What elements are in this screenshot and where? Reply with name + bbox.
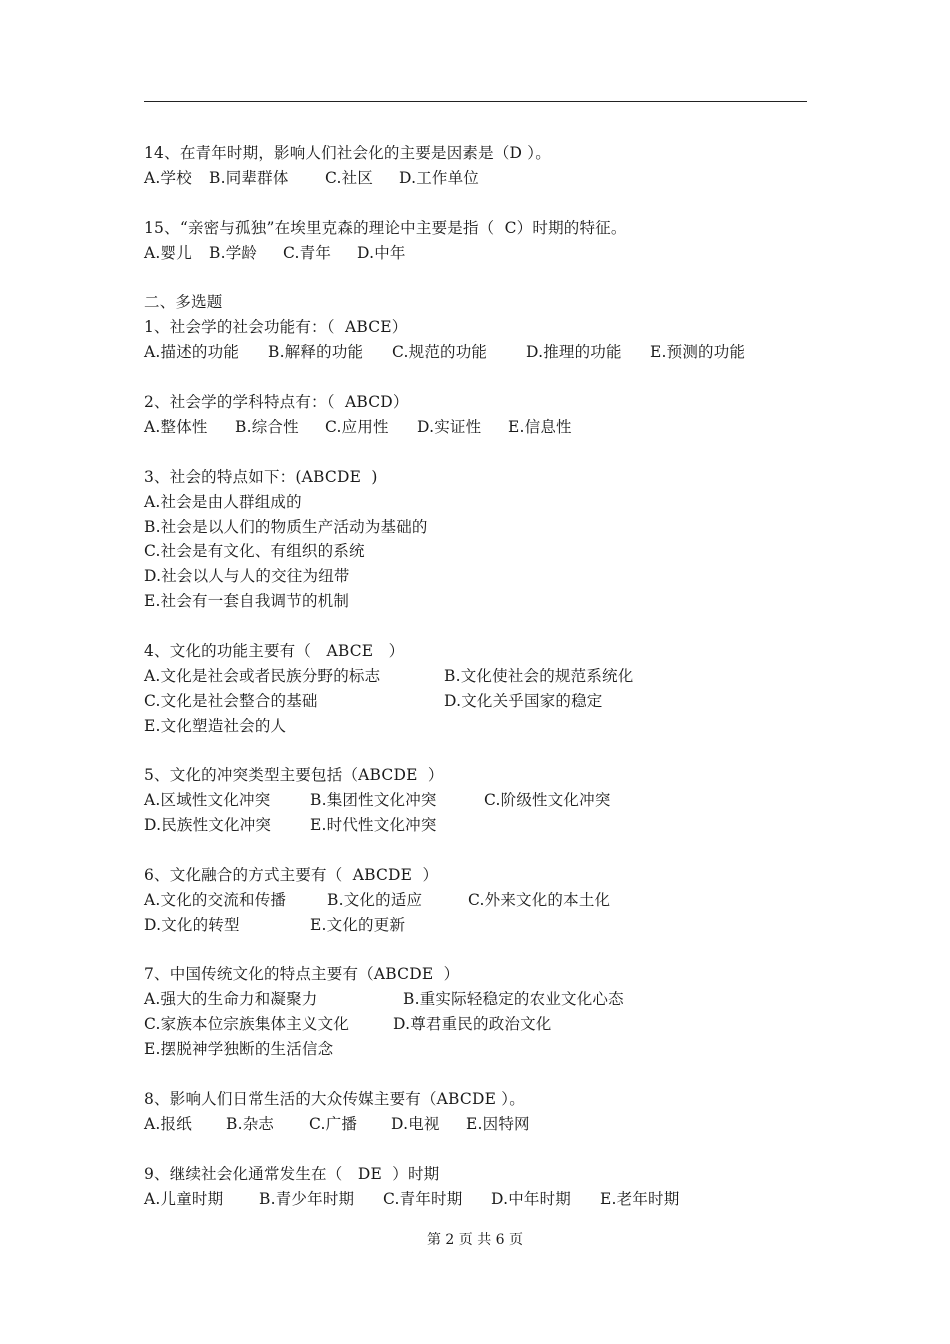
option-b: B.杂志 — [226, 1115, 275, 1133]
option-a: A.整体性 — [144, 418, 208, 436]
option-a: A.婴儿 — [144, 244, 192, 262]
option-a: A.学校 — [144, 169, 192, 187]
option-b: B.集团性文化冲突 — [310, 791, 437, 809]
option-d: D.文化关乎国家的稳定 — [444, 692, 603, 710]
option-d: D.电视 — [391, 1115, 440, 1133]
option-b: B.文化的适应 — [327, 891, 423, 909]
option-b: B.同辈群体 — [209, 169, 289, 187]
option-c: C.青年时期 — [383, 1190, 463, 1208]
option-c: C.文化是社会整合的基础 — [144, 692, 318, 710]
option-b: B.社会是以人们的物质生产活动为基础的 — [144, 518, 428, 536]
option-e: E.信息性 — [508, 418, 572, 436]
multi-question-8: 8、影响人们日常生活的大众传媒主要有（ABCDE ）。 — [144, 1090, 525, 1108]
option-b: B.解释的功能 — [268, 343, 364, 361]
question-14: 14、在青年时期，影响人们社会化的主要是因素是（D ）。 — [144, 144, 551, 162]
header-rule — [144, 101, 807, 102]
option-b: B.重实际轻稳定的农业文化心态 — [403, 990, 624, 1008]
option-c: C.广播 — [309, 1115, 358, 1133]
option-d: D.民族性文化冲突 — [144, 816, 272, 834]
option-e: E.因特网 — [466, 1115, 530, 1133]
option-a: A.报纸 — [144, 1115, 192, 1133]
option-c: C.规范的功能 — [392, 343, 488, 361]
option-c: C.外来文化的本土化 — [468, 891, 611, 909]
option-a: A.文化是社会或者民族分野的标志 — [144, 667, 381, 685]
question-15: 15、“亲密与孤独”在埃里克森的理论中主要是指（ C）时期的特征。 — [144, 219, 627, 237]
option-e: E.时代性文化冲突 — [310, 816, 437, 834]
multi-question-6: 6、文化融合的方式主要有（ ABCDE ） — [144, 866, 439, 884]
option-d: D.实证性 — [417, 418, 482, 436]
option-d: D.文化的转型 — [144, 916, 240, 934]
multi-question-3: 3、社会的特点如下：(ABCDE ) — [144, 468, 378, 486]
option-c: C.社区 — [325, 169, 374, 187]
option-e: E.文化的更新 — [310, 916, 406, 934]
page-number-footer: 第 2 页 共 6 页 — [426, 1232, 524, 1248]
multi-question-5: 5、文化的冲突类型主要包括（ABCDE ） — [144, 766, 444, 784]
multi-question-9: 9、继续社会化通常发生在（ DE ）时期 — [144, 1165, 440, 1183]
option-e: E.社会有一套自我调节的机制 — [144, 592, 350, 610]
option-c: C.青年 — [283, 244, 332, 262]
option-a: A.儿童时期 — [144, 1190, 224, 1208]
option-e: E.预测的功能 — [650, 343, 746, 361]
multi-question-2: 2、社会学的学科特点有：（ ABCD） — [144, 393, 409, 411]
option-c: C.阶级性文化冲突 — [484, 791, 611, 809]
option-a: A.强大的生命力和凝聚力 — [144, 990, 318, 1008]
option-e: E.摆脱神学独断的生活信念 — [144, 1040, 334, 1058]
multi-question-1: 1、社会学的社会功能有：（ ABCE） — [144, 318, 408, 336]
multi-question-4: 4、文化的功能主要有（ ABCE ） — [144, 642, 405, 660]
option-b: B.文化使社会的规范系统化 — [444, 667, 634, 685]
option-d: D.中年 — [357, 244, 406, 262]
option-a: A.文化的交流和传播 — [144, 891, 287, 909]
option-d: D.尊君重民的政治文化 — [393, 1015, 552, 1033]
option-c: C.家族本位宗族集体主义文化 — [144, 1015, 350, 1033]
option-a: A.社会是由人群组成的 — [144, 493, 302, 511]
option-e: E.文化塑造社会的人 — [144, 717, 287, 735]
option-d: D.工作单位 — [399, 169, 480, 187]
option-b: B.青少年时期 — [259, 1190, 355, 1208]
section-title: 二、多选题 — [144, 293, 223, 311]
option-e: E.老年时期 — [600, 1190, 680, 1208]
option-d: D.推理的功能 — [526, 343, 622, 361]
option-a: A.区域性文化冲突 — [144, 791, 271, 809]
option-d: D.社会以人与人的交往为纽带 — [144, 567, 350, 585]
option-c: C.应用性 — [325, 418, 389, 436]
option-a: A.描述的功能 — [144, 343, 240, 361]
multi-question-7: 7、中国传统文化的特点主要有（ABCDE ） — [144, 965, 460, 983]
option-b: B.综合性 — [235, 418, 299, 436]
option-d: D.中年时期 — [491, 1190, 572, 1208]
option-b: B.学龄 — [209, 244, 258, 262]
option-c: C.社会是有文化、有组织的系统 — [144, 542, 365, 560]
